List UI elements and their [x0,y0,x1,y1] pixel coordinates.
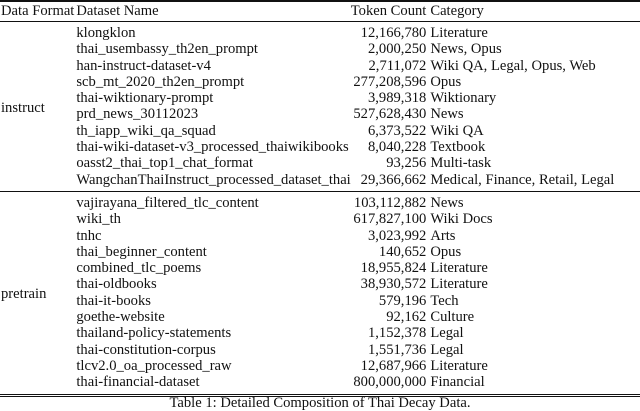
table-row [0,58,640,74]
dataset-name-cell: thai-constitution-corpus [76,341,216,358]
table-row [0,74,640,90]
dataset-name-cell: WangchanThaiInstruct_processed_dataset_thai [76,171,351,188]
table-header [0,1,640,22]
dataset-name-cell: thai-oldbooks [76,276,157,293]
table-row [0,260,640,276]
table-row [0,293,640,309]
category-cell: Opus [430,243,462,260]
token-count-cell: 579,196 [378,292,427,309]
table-row [0,228,640,244]
table-row [0,191,640,211]
category-cell: Textbook [430,139,486,156]
dataset-name-cell: vajirayana_filtered_tlc_content [76,194,259,211]
category-cell: Wiki Docs [430,211,493,228]
token-count-cell: 12,166,780 [360,25,427,41]
category-cell: Literature [430,357,488,374]
dataset-name-cell: thai-financial-dataset [76,374,200,391]
dataset-name-cell: goethe-website [76,309,165,326]
header-data-format: Data Format [1,3,75,20]
token-count-cell: 38,930,572 [360,276,427,293]
category-cell: Financial [430,374,485,391]
token-count-cell: 93,256 [386,155,427,172]
category-cell: Literature [430,25,488,41]
table-row [0,106,640,122]
dataset-name-cell: thailand-policy-statements [76,325,232,342]
dataset-name-cell: thai-it-books [76,292,151,309]
category-cell: News [430,194,464,211]
dataset-name-cell: scb_mt_2020_th2en_prompt [76,73,245,90]
token-count-cell: 1,152,378 [367,325,427,342]
group-pretrain [0,191,640,395]
category-cell: Legal [430,325,464,342]
token-count-cell: 3,989,318 [367,90,427,107]
header-row [0,1,640,22]
table-row [0,41,640,57]
table-row [0,276,640,292]
dataset-name-cell: thai_usembassy_th2en_prompt [76,41,258,58]
token-count-cell: 8,040,228 [367,139,427,156]
category-cell: Literature [430,276,488,293]
header-category: Category [430,3,484,20]
header-token-count: Token Count [350,3,427,20]
dataset-name-cell: han-instruct-dataset-v4 [76,57,211,74]
dataset-name-cell: oasst2_thai_top1_chat_format [76,155,254,172]
table-row [0,325,640,341]
table-row [0,123,640,139]
token-count-cell: 617,827,100 [353,211,427,228]
category-cell: Wiktionary [430,90,497,107]
token-count-cell: 1,551,736 [367,341,427,358]
token-count-cell: 18,955,824 [360,260,427,277]
dataset-name-cell: thai-wiktionary-prompt [76,90,214,107]
token-count-cell: 29,366,662 [360,171,427,188]
category-cell: Legal [430,341,464,358]
table-row [0,139,640,155]
table-row [0,22,640,42]
dataset-name-cell: th_iapp_wiki_qa_squad [76,122,216,139]
token-count-cell: 6,373,522 [367,122,427,139]
data-format-cell: pretrain [1,286,47,303]
dataset-name-cell: wiki_th [76,211,121,228]
category-cell: News [430,106,464,123]
table-row [0,342,640,358]
category-cell: Opus [430,73,462,90]
token-count-cell: 2,000,250 [367,41,427,58]
category-cell: Wiki QA [430,122,484,139]
dataset-name-cell: prd_news_30112023 [76,106,199,123]
table-row [0,309,640,325]
header-dataset-name: Dataset Name [76,3,159,20]
token-count-cell: 277,208,596 [353,73,427,90]
data-format-cell: instruct [1,99,45,116]
category-cell: Culture [430,309,475,326]
category-cell: Tech [430,292,459,309]
table-row [0,358,640,374]
dataset-name-cell: tlcv2.0_oa_processed_raw [76,357,232,374]
token-count-cell: 800,000,000 [353,374,427,391]
category-cell: Arts [430,227,456,244]
table-row [0,244,640,260]
token-count-cell: 140,652 [378,243,427,260]
table-row [0,90,640,106]
table-row [0,155,640,171]
token-count-cell: 12,687,966 [360,357,427,374]
dataset-name-cell: tnhc [76,227,102,244]
category-cell: Multi-task [430,155,492,172]
token-count-cell: 527,628,430 [353,106,427,123]
category-cell: Literature [430,260,488,277]
category-cell: News, Opus [430,41,502,58]
table-caption: Table 1: Detailed Composition of Thai Decay Data. [169,395,471,411]
dataset-name-cell: thai_beginner_content [76,243,207,260]
token-count-cell: 2,711,072 [368,57,427,74]
token-count-cell: 92,162 [386,309,427,326]
category-cell: Wiki QA, Legal, Opus, Web [430,57,596,74]
category-cell: Medical, Finance, Retail, Legal [430,171,615,188]
table-row [0,374,640,395]
token-count-cell: 3,023,992 [367,227,427,244]
dataset-name-cell: thai-wiki-dataset-v3_processed_thaiwikibooks [76,139,349,156]
table-row [0,211,640,227]
token-count-cell: 103,112,882 [353,194,427,211]
group-instruct [0,22,640,192]
dataset-name-cell: combined_tlc_poems [76,260,202,277]
table-row [0,172,640,192]
dataset-name-cell: klongklon [76,25,136,41]
